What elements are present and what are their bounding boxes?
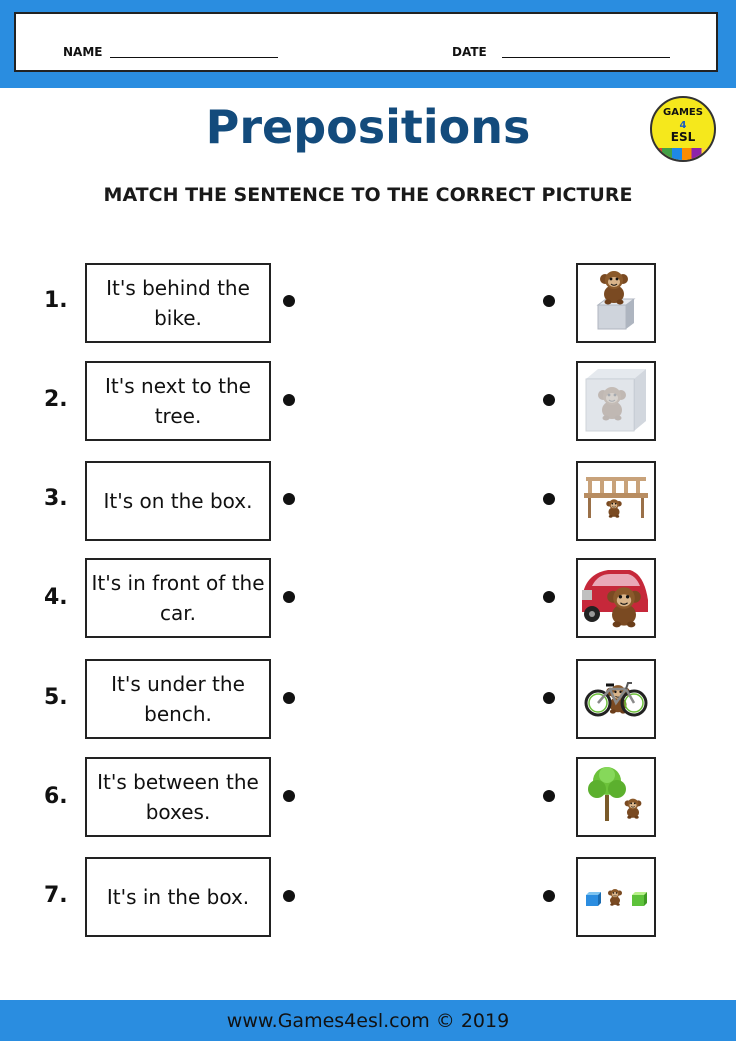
sentence-number: 3. <box>44 486 68 511</box>
sentence-number: 2. <box>44 387 68 412</box>
sentence-dot[interactable] <box>283 692 295 704</box>
sentence-text: It's behind the bike. <box>106 276 250 330</box>
picture-monkey-behind-bike <box>576 659 656 739</box>
footer-text: www.Games4esl.com © 2019 <box>226 1010 510 1032</box>
picture-dot[interactable] <box>543 493 555 505</box>
sentence-number: 1. <box>44 288 68 313</box>
monkey-between-boxes-image <box>578 859 654 935</box>
monkey-in-box-image <box>578 363 654 439</box>
name-label: NAME <box>63 45 103 59</box>
picture-monkey-between-boxes <box>576 857 656 937</box>
sentence-box <box>85 461 271 541</box>
logo-pencils <box>652 148 714 160</box>
picture-dot[interactable] <box>543 591 555 603</box>
sentence-text: It's between the boxes. <box>97 770 259 824</box>
picture-monkey-in-box <box>576 361 656 441</box>
games4esl-logo <box>650 96 716 162</box>
monkey-behind-bike-image <box>578 661 654 737</box>
sentence-dot[interactable] <box>283 493 295 505</box>
instruction: MATCH THE SENTENCE TO THE CORRECT PICTURE <box>103 184 633 206</box>
logo-text-games: GAMES <box>663 107 703 118</box>
sentence-dot[interactable] <box>283 890 295 902</box>
sentence-number: 7. <box>44 883 68 908</box>
logo-text-4: 4 <box>679 120 687 131</box>
sentence-dot[interactable] <box>283 790 295 802</box>
sentence-dot[interactable] <box>283 295 295 307</box>
picture-monkey-next-to-tree <box>576 757 656 837</box>
monkey-front-of-car-image <box>578 560 654 636</box>
date-label: DATE <box>452 45 487 59</box>
sentence-text: It's next to the tree. <box>105 374 251 428</box>
name-line[interactable] <box>110 57 278 58</box>
sentence-text: It's in front of the car. <box>91 571 265 625</box>
sentence-box <box>85 757 271 837</box>
picture-dot[interactable] <box>543 790 555 802</box>
picture-monkey-in-front-of-car <box>576 558 656 638</box>
logo-text-esl: ESL <box>670 130 696 144</box>
picture-dot[interactable] <box>543 692 555 704</box>
picture-dot[interactable] <box>543 394 555 406</box>
sentence-box <box>85 361 271 441</box>
monkey-next-to-tree-image <box>578 759 654 835</box>
sentence-box <box>85 659 271 739</box>
sentence-box <box>85 558 271 638</box>
name-date-box <box>14 12 718 72</box>
sentence-box <box>85 263 271 343</box>
sentence-text: It's in the box. <box>106 885 250 909</box>
sentence-text: It's under the bench. <box>111 672 245 726</box>
page-title: Prepositions <box>205 100 531 154</box>
sentence-dot[interactable] <box>283 591 295 603</box>
sentence-number: 4. <box>44 585 68 610</box>
date-line[interactable] <box>502 57 670 58</box>
sentence-number: 5. <box>44 685 68 710</box>
monkey-under-bench-image <box>578 463 654 539</box>
picture-monkey-under-bench <box>576 461 656 541</box>
sentence-box <box>85 857 271 937</box>
sentence-dot[interactable] <box>283 394 295 406</box>
picture-dot[interactable] <box>543 295 555 307</box>
sentence-text: It's on the box. <box>103 489 253 513</box>
picture-dot[interactable] <box>543 890 555 902</box>
picture-monkey-on-box <box>576 263 656 343</box>
monkey-on-box-image <box>578 265 654 341</box>
sentence-number: 6. <box>44 784 68 809</box>
